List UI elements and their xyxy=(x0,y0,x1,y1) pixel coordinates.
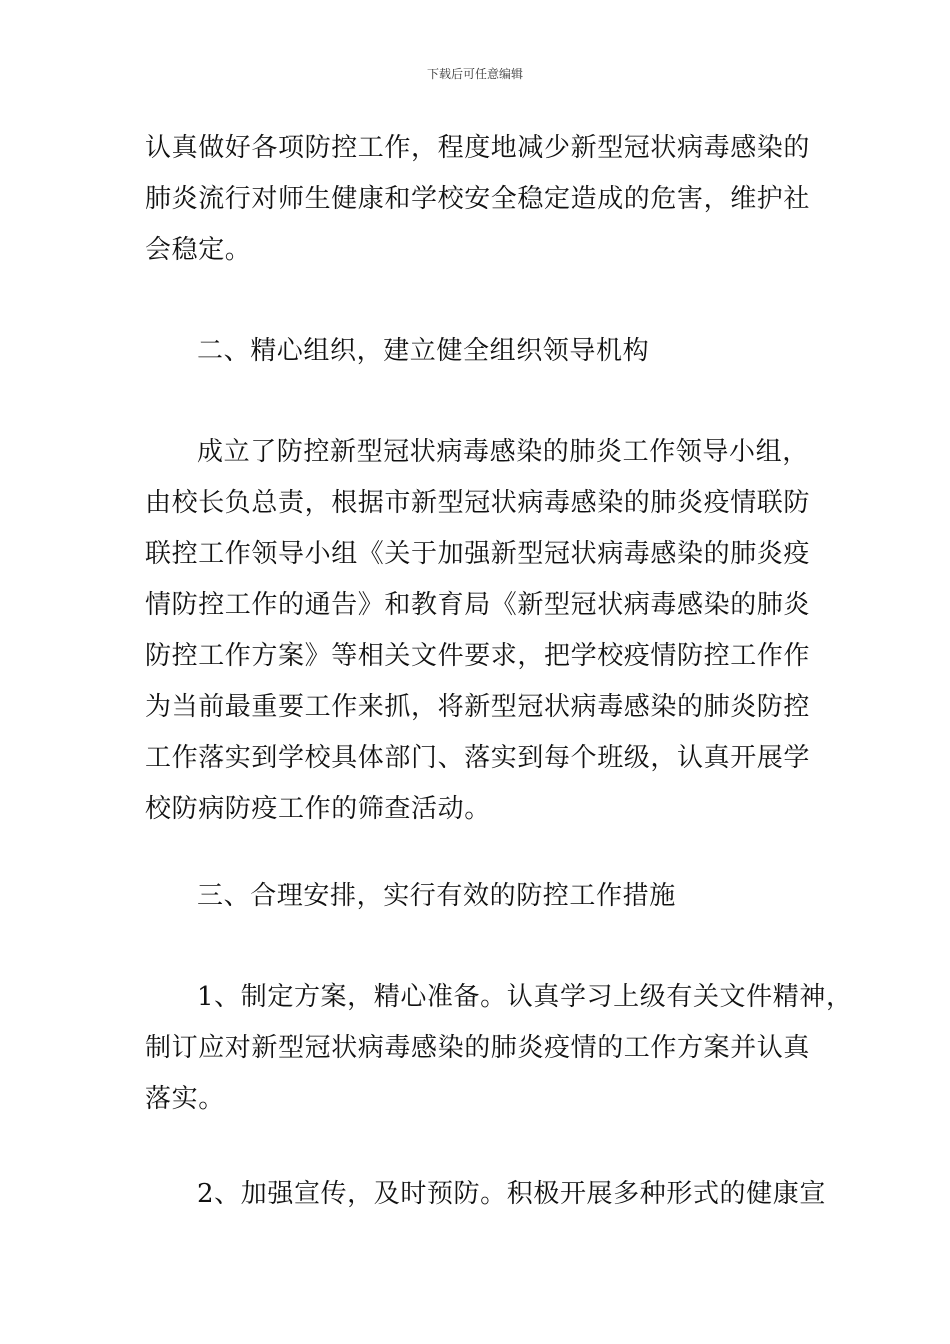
section-heading: 三、合理安排，实行有效的防控工作措施 xyxy=(197,881,676,911)
paragraph-line: 校防病防疫工作的筛查活动。 xyxy=(145,794,491,824)
page-header: 下载后可任意编辑 xyxy=(426,67,523,81)
paragraph-line: 肺炎流行对师生健康和学校安全稳定造成的危害，维护社 xyxy=(145,184,811,214)
paragraph-line: 1、制定方案，精心准备。认真学习上级有关文件精神， xyxy=(197,982,853,1012)
paragraph-line: 防控工作方案》等相关文件要求，把学校疫情防控工作作 xyxy=(145,641,811,671)
paragraph-line: 认真做好各项防控工作，程度地减少新型冠状病毒感染的 xyxy=(145,133,811,163)
paragraph-line: 由校长负总责，根据市新型冠状病毒感染的肺炎疫情联防 xyxy=(145,488,811,518)
paragraph-line: 落实。 xyxy=(145,1084,225,1114)
section-heading: 二、精心组织，建立健全组织领导机构 xyxy=(197,336,650,366)
paragraph-line: 制订应对新型冠状病毒感染的肺炎疫情的工作方案并认真 xyxy=(145,1033,811,1063)
paragraph-line: 会稳定。 xyxy=(145,235,252,265)
paragraph-line: 工作落实到学校具体部门、落实到每个班级，认真开展学 xyxy=(145,743,811,773)
paragraph-line: 联控工作领导小组《关于加强新型冠状病毒感染的肺炎疫 xyxy=(145,539,811,569)
paragraph-line: 为当前最重要工作来抓，将新型冠状病毒感染的肺炎防控 xyxy=(145,692,811,722)
paragraph-line: 2、加强宣传，及时预防。积极开展多种形式的健康宣 xyxy=(197,1179,826,1209)
paragraph-line: 情防控工作的通告》和教育局《新型冠状病毒感染的肺炎 xyxy=(145,590,811,620)
paragraph-line: 成立了防控新型冠状病毒感染的肺炎工作领导小组， xyxy=(197,437,809,467)
